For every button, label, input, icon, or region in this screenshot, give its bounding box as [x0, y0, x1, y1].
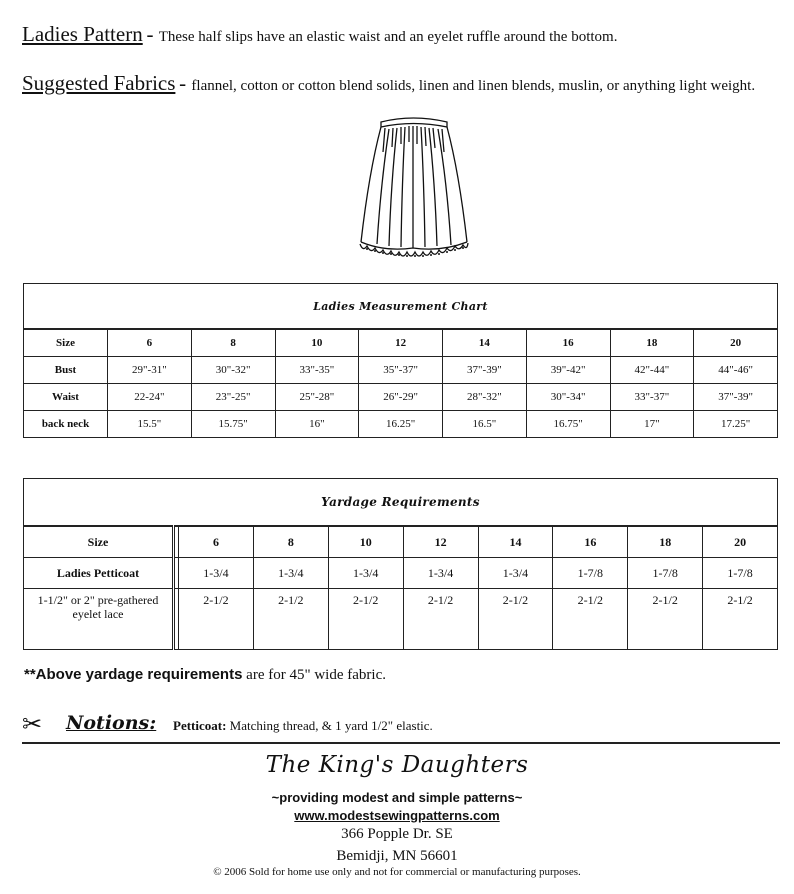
back-neck-row — [24, 411, 778, 438]
table-cell: 23"-25" — [191, 384, 275, 411]
row-label: 1-1/2" or 2" pre-gathered eyelet lace — [24, 589, 174, 650]
fabrics-text: flannel, cotton or cotton blend solids, linen and linen blends, muslin, or anything light weight. — [191, 78, 756, 94]
table-cell: 16.75" — [526, 411, 610, 438]
size-8: 8 — [253, 526, 328, 558]
row-label: Bust — [24, 357, 108, 384]
table-cell: 1-7/8 — [628, 558, 703, 589]
table-cell: 42"-44" — [610, 357, 694, 384]
size-row — [24, 526, 778, 558]
table-cell: 2-1/2 — [478, 589, 553, 650]
size-20: 20 — [703, 526, 778, 558]
size-label: Size — [24, 526, 174, 558]
size-16: 16 — [526, 329, 610, 357]
pattern-text: These half slips have an elastic waist and an eyelet ruffle around the bottom. — [158, 29, 618, 45]
website-link[interactable]: www.modestsewingpatterns.com — [294, 808, 500, 823]
table-cell: 1-3/4 — [403, 558, 478, 589]
size-label: Size — [24, 329, 108, 357]
table-cell: 26"-29" — [359, 384, 443, 411]
table-cell: 1-3/4 — [478, 558, 553, 589]
notions-item-label: Petticoat: — [173, 718, 227, 733]
size-12: 12 — [359, 329, 443, 357]
table-cell: 33"-37" — [610, 384, 694, 411]
table-cell: 33"-35" — [275, 357, 359, 384]
size-10: 10 — [275, 329, 359, 357]
table-cell: 16" — [275, 411, 359, 438]
table-cell: 1-3/4 — [328, 558, 403, 589]
size-6: 6 — [108, 329, 192, 357]
bust-row — [24, 357, 778, 384]
yardage-note-bold: **Above yardage requirements — [24, 666, 243, 683]
yardage-note — [24, 666, 386, 684]
size-10: 10 — [328, 526, 403, 558]
pattern-description: Ladies Pattern - These half slips have an elastic waist and an eyelet ruffle around the bottom. — [22, 22, 618, 46]
yardage-note-text: are for 45" wide fabric. — [246, 667, 386, 683]
table-cell: 22-24" — [108, 384, 192, 411]
table-cell: 16.25" — [359, 411, 443, 438]
table-cell: 2-1/2 — [628, 589, 703, 650]
yardage-chart — [23, 478, 778, 650]
table-cell: 2-1/2 — [253, 589, 328, 650]
table-cell: 2-1/2 — [703, 589, 778, 650]
size-18: 18 — [628, 526, 703, 558]
table-cell: 44"-46" — [694, 357, 778, 384]
size-8: 8 — [191, 329, 275, 357]
table-cell: 15.5" — [108, 411, 192, 438]
address-line-2: Bemidji, MN 56601 — [336, 848, 458, 864]
table-cell: 35"-37" — [359, 357, 443, 384]
table-cell: 29"-31" — [108, 357, 192, 384]
address-line-1: 366 Popple Dr. SE — [341, 826, 453, 842]
row-label: back neck — [24, 411, 108, 438]
size-18: 18 — [610, 329, 694, 357]
size-14: 14 — [443, 329, 527, 357]
yardage-chart-title: Yardage Requirements — [24, 479, 778, 527]
table-cell: 39"-42" — [526, 357, 610, 384]
fabrics-heading: Suggested Fabrics — [22, 71, 176, 95]
tagline: ~providing modest and simple patterns~ — [271, 790, 523, 805]
brand-name: The King's Daughters — [265, 752, 529, 778]
size-6: 6 — [179, 526, 254, 558]
measurement-chart-title: Ladies Measurement Chart — [24, 284, 778, 330]
notions-heading: Notions: — [66, 712, 157, 734]
notions-item — [173, 718, 433, 734]
table-cell: 1-7/8 — [553, 558, 628, 589]
divider — [22, 742, 780, 744]
table-cell: 17.25" — [694, 411, 778, 438]
table-cell: 2-1/2 — [179, 589, 254, 650]
copyright: © 2006 Sold for home use only and not for commercial or manufacturing purposes. — [213, 866, 581, 878]
row-label: Ladies Petticoat — [24, 558, 174, 589]
size-row — [24, 329, 778, 357]
measurement-chart — [23, 283, 778, 438]
table-cell: 17" — [610, 411, 694, 438]
size-14: 14 — [478, 526, 553, 558]
table-cell: 30"-34" — [526, 384, 610, 411]
table-cell: 16.5" — [443, 411, 527, 438]
size-16: 16 — [553, 526, 628, 558]
half-slip-illustration — [355, 112, 473, 267]
table-cell: 2-1/2 — [328, 589, 403, 650]
size-12: 12 — [403, 526, 478, 558]
pattern-heading: Ladies Pattern — [22, 22, 143, 46]
table-cell: 28"-32" — [443, 384, 527, 411]
fabrics-description: Suggested Fabrics - flannel, cotton or cotton blend solids, linen and linen blends, muslin, or anything light weight. — [22, 71, 756, 95]
table-cell: 1-3/4 — [179, 558, 254, 589]
table-cell: 15.75" — [191, 411, 275, 438]
table-cell: 30"-32" — [191, 357, 275, 384]
table-cell: 1-7/8 — [703, 558, 778, 589]
table-cell: 2-1/2 — [403, 589, 478, 650]
size-20: 20 — [694, 329, 778, 357]
table-cell: 37"-39" — [694, 384, 778, 411]
eyelet-lace-row — [24, 589, 778, 650]
table-cell: 2-1/2 — [553, 589, 628, 650]
notions-item-text: Matching thread, & 1 yard 1/2" elastic. — [229, 718, 433, 733]
table-cell: 25"-28" — [275, 384, 359, 411]
waist-row — [24, 384, 778, 411]
row-label: Waist — [24, 384, 108, 411]
scissors-icon: ✂ — [22, 710, 43, 738]
table-cell: 37"-39" — [443, 357, 527, 384]
petticoat-row — [24, 558, 778, 589]
table-cell: 1-3/4 — [253, 558, 328, 589]
